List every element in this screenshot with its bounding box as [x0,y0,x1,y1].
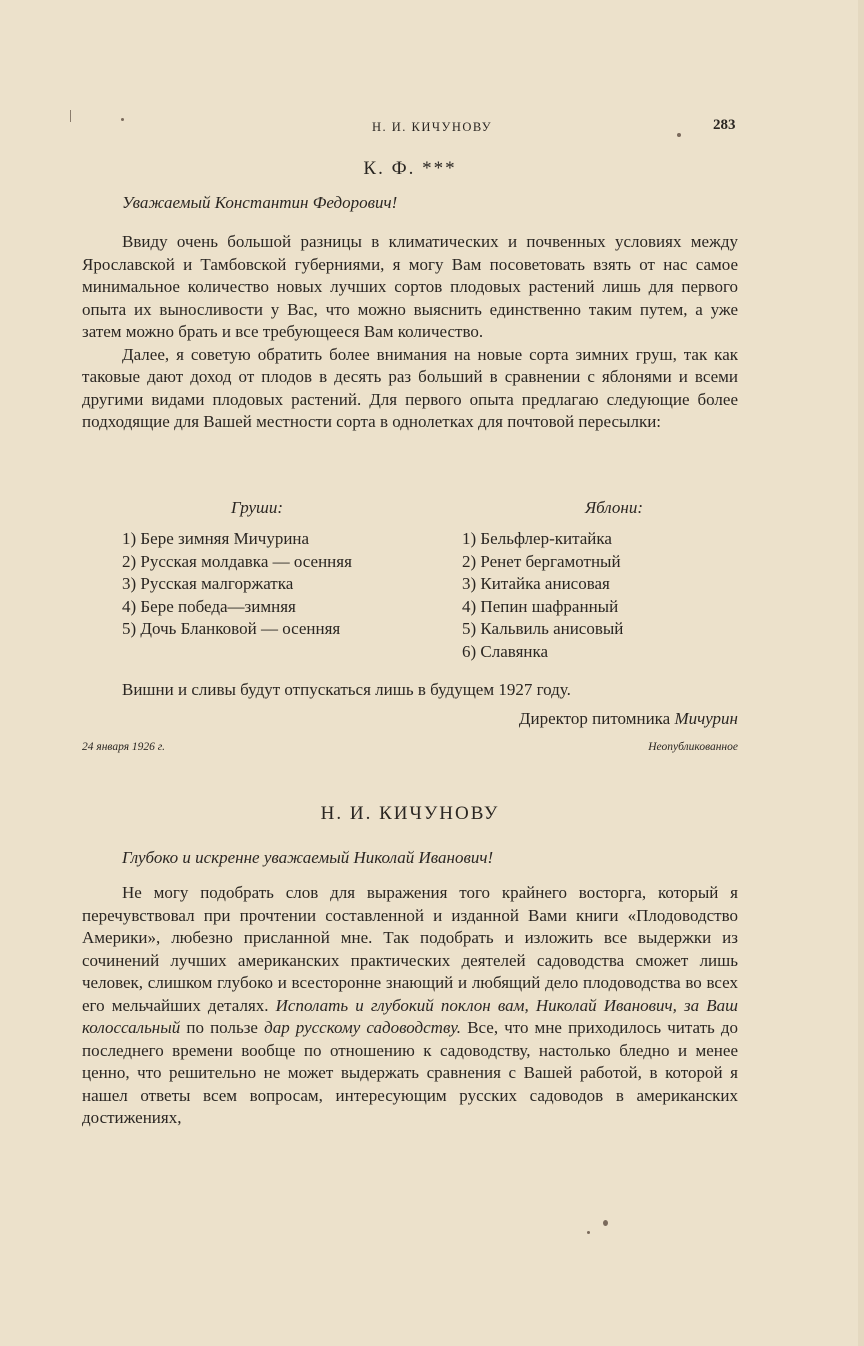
letter1-body [82,231,738,434]
pears-heading: Груши: [231,498,284,517]
signature-name: Мичурин [674,709,738,728]
signature-prefix: Директор питомника [518,709,671,728]
letter2-body [82,882,738,1130]
list-item: 5) Дочь Бланковой — осенняя [122,619,341,638]
apples-list [462,528,623,663]
letter1-paragraph-2: Далее, я советую обратить более внимания на новые сорта зимних груш, так как таковые дают доход от плодов в десять раз больший в сравнении с яблонями и всеми другими видами плодовых растений. Для первого опыта предлагаю следующие более подходящие для Вашей местности сорта в однолетках для почтовой пересылки: [82,344,738,431]
apples-heading: Яблони: [585,498,644,517]
pears-list [122,528,352,641]
list-item: 2) Ренет бергамотный [462,551,621,571]
list-item: 3) Китайка анисовая [462,574,610,593]
list-item: 1) Бельфлер-китайка [462,529,612,548]
scan-mark [70,110,71,122]
list-item: 1) Бере зимняя Мичурина [122,529,310,548]
letter2-title: Н. И. КИЧУНОВУ [320,803,500,824]
scan-speck [121,118,124,121]
letter2-text-end: Все, что мне приходилось читать до последнего времени вообще по отношению к садоводству, настолько бледно и менее ценно, что решительно не может выдержать сравнения с Вашей работой, в которой я нашел ответы всем вопросам, интересующим русских садоводов в американских достижениях, [82,1018,739,1127]
letter1-closing: Вишни и сливы будут отпускаться лишь в будущем 1927 году. [122,680,571,699]
list-item: 4) Пепин шафранный [462,596,619,616]
list-item: 6) Славянка [462,641,549,661]
signature [82,709,738,729]
letter2-text-mid: по пользе [186,1018,258,1037]
scan-speck [587,1231,590,1234]
letter1-status: Неопубликованное [648,741,738,753]
letter2-text-start: Не могу подобрать слов для выражения того крайнего восторга, который я перечувствовал при прочтении составленной и изданной Вами книги «Плодоводство Америки», любезно присланной мне. Так подобрать и изложить все выдержки из сочинений лучших американских практических деятелей садоводства сможет лишь человек, слишком глубоко и всесторонне знающий и любящий дело плодоводства во всех его мельчайших деталях. [82,883,738,1015]
list-item: 3) Русская малгоржатка [122,574,294,593]
page-edge [858,0,864,1346]
letter1-title: К. Ф. *** [363,158,457,179]
letter2-paragraph [82,882,738,1130]
scan-speck [677,133,681,137]
letter1-date: 24 января 1926 г. [82,741,165,753]
letter2-text-italic-2: дар русскому садоводству. [264,1018,462,1037]
page-number: 283 [713,117,736,133]
letter1-paragraph-1: Ввиду очень большой разницы в климатических и почвенных условиях между Ярославской и Тамбовской губерниями, я могу Вам посоветовать взять от нас самое минимальное количество новых лучших сортов плодовых растений лишь для первого опыта их выносливости у Вас, что можно выяснить единственно таким путем, а уже затем можно брать и все требующееся Вам количество. [82,232,738,341]
list-item: 5) Кальвиль анисовый [462,619,624,638]
list-item: 4) Бере победа—зимняя [122,596,296,616]
letter1-closing-block [82,679,738,702]
letter2-salutation: Глубоко и искренне уважаемый Николай Иванович! [122,848,494,867]
letter2-text-italic-1: Исполать и глубокий поклон вам, Николай Иванович, за Ваш колоссальный [82,995,738,1037]
running-head: Н. И. КИЧУНОВУ [371,120,493,134]
scan-speck [603,1220,608,1226]
letter1-salutation: Уважаемый Константин Федорович! [122,193,398,212]
list-item: 2) Русская молдавка — осенняя [122,551,352,571]
